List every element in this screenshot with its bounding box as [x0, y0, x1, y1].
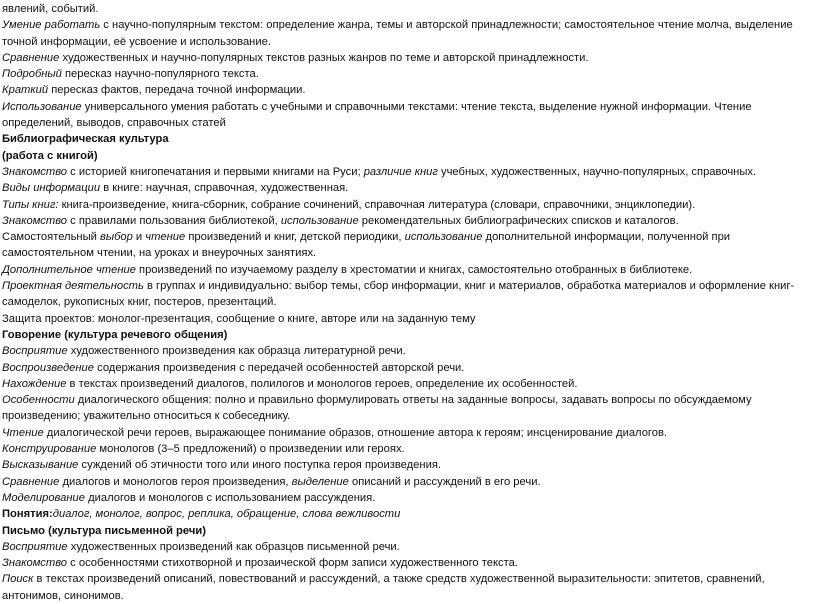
text-run: суждений об этичности того или иного поступка героя произведения. — [78, 459, 441, 472]
emphasis-text: Воспроизведение — [2, 361, 94, 374]
paragraph — [2, 311, 812, 327]
emphasis-text: Восприятие — [2, 345, 68, 358]
emphasis-text: Чтение — [2, 426, 44, 439]
text-run: художественного произведения как образца литературной речи. — [67, 345, 406, 358]
paragraph — [2, 148, 812, 164]
emphasis-text: Типы книг: — [2, 198, 59, 211]
emphasis-text: Знакомство — [2, 165, 68, 178]
text-run: художественных и научно-популярных текстов разных жанров по теме и авторской принадлежности. — [59, 51, 589, 64]
paragraph — [2, 262, 812, 278]
paragraph — [2, 457, 812, 473]
paragraph — [2, 474, 812, 490]
emphasis-text: Восприятие — [2, 540, 68, 553]
paragraph — [2, 197, 812, 213]
paragraph — [2, 425, 812, 441]
paragraph — [2, 82, 812, 98]
emphasis-text: Использование — [2, 100, 82, 113]
paragraph — [2, 506, 812, 522]
emphasis-text: выделение — [291, 475, 349, 488]
section-heading: Письмо (культура письменной речи) — [2, 524, 206, 537]
emphasis-text: Краткий — [2, 84, 49, 97]
paragraph — [2, 360, 812, 376]
text-run: и — [132, 231, 146, 244]
emphasis-text: Умение работать — [2, 19, 101, 32]
text-run: Самостоятельный — [2, 231, 100, 244]
emphasis-text: Виды информации — [2, 182, 101, 195]
text-run: с историей книгопечатания и первыми книгами на Руси; — [67, 165, 364, 178]
text-run: в текстах произведений диалогов, полилогов и монологов героев, определение их особенностей. — [66, 377, 578, 390]
emphasis-text: диалог, монолог, вопрос, реплика, обращение, слова вежливости — [52, 508, 401, 521]
emphasis-text: Нахождение — [2, 377, 67, 390]
paragraph — [2, 213, 812, 229]
text-run: содержания произведения с передачей особенностей авторской речи. — [94, 361, 465, 374]
text-run: монологов (3–5 предложений) о произведении или героях. — [96, 443, 405, 456]
section-heading: Говорение (культура речевого общения) — [2, 328, 228, 341]
text-run: учебных, художественных, научно-популярных, справочных. — [437, 165, 757, 178]
paragraph — [2, 1, 812, 17]
emphasis-text: Подробный — [2, 68, 62, 81]
paragraph — [2, 392, 812, 425]
text-run: в книге: научная, справочная, художественная. — [100, 182, 349, 195]
emphasis-text: Сравнение — [2, 51, 60, 64]
paragraph — [2, 278, 812, 311]
emphasis-text: Сравнение — [2, 475, 60, 488]
text-run: с особенностями стихотворной и прозаической форм записи художественного текста. — [67, 557, 518, 570]
emphasis-text: Знакомство — [2, 557, 68, 570]
section-heading: Понятия: — [2, 508, 53, 521]
emphasis-text: Проектная деятельность — [2, 280, 144, 293]
text-run: рекомендательных библиографических списков и каталогов. — [358, 214, 679, 227]
paragraph — [2, 376, 812, 392]
text-run: пересказ фактов, передача точной информации. — [48, 84, 306, 97]
text-run: с научно-популярным текстом: определение жанра, темы и авторской принадлежности; самостоятельное чтение молча, выделение точной информации, её усвоение и использование. — [2, 19, 793, 48]
text-run: описаний и рассуждений в его речи. — [348, 475, 541, 488]
paragraph — [2, 164, 812, 180]
emphasis-text: Особенности — [2, 394, 75, 407]
paragraph — [2, 17, 812, 50]
text-run: Защита проектов: монолог-презентация, сообщение о книге, авторе или на заданную тему — [2, 312, 476, 325]
text-run: с правилами пользования библиотекой, — [67, 214, 281, 227]
text-run: диалогов и монологов героя произведения, — [59, 475, 292, 488]
emphasis-text: Знакомство — [2, 214, 68, 227]
paragraph — [2, 490, 812, 506]
emphasis-text: Моделирование — [2, 491, 85, 504]
paragraph — [2, 180, 812, 196]
paragraph — [2, 229, 812, 262]
emphasis-text: различие книг — [363, 165, 438, 178]
emphasis-text: использование — [280, 214, 359, 227]
section-heading: Библиографическая культура — [2, 133, 169, 146]
text-run: художественных произведений как образцов письменной речи. — [67, 540, 400, 553]
paragraph — [2, 343, 812, 359]
paragraph — [2, 441, 812, 457]
text-run: диалогов и монологов с использованием рассуждения. — [84, 491, 376, 504]
text-run: в текстах произведений описаний, повествований и рассуждений, а также средств художественной выразительности: эпитетов, сравнений, антонимов, синонимов. — [2, 573, 765, 602]
emphasis-text: Высказывание — [2, 459, 79, 472]
text-run: пересказ научно-популярного текста. — [61, 68, 259, 81]
paragraph — [2, 539, 812, 555]
emphasis-text: Дополнительное чтение — [2, 263, 136, 276]
text-run: универсального умения работать с учебными и справочными текстами: чтение текста, выделение нужной информации. Чтение определений, выводов, справочных статей — [2, 100, 752, 130]
emphasis-text: Конструирование — [2, 443, 97, 456]
emphasis-text: чтение — [145, 231, 186, 244]
emphasis-text: использование — [404, 231, 483, 244]
paragraph — [2, 327, 812, 343]
text-run: произведений и книг, детской периодики, — [185, 231, 405, 244]
text-run: явлений, событий. — [2, 3, 99, 15]
paragraph — [2, 131, 812, 147]
text-run: дополнительной информации, полученной при самостоятельном чтении, на уроках и внеурочных занятиях. — [2, 231, 731, 260]
text-run: диалогического общения: полно и правильно формулировать ответы на заданные вопросы, задавать вопросы по обсуждаемому произведению; уважительно относиться к собеседнику. — [2, 394, 752, 423]
paragraph — [2, 571, 812, 604]
emphasis-text: Поиск — [2, 573, 34, 586]
text-run: произведений по изучаемому разделу в хрестоматии и книгах, самостоятельно отобранных в библиотеке. — [135, 263, 693, 276]
paragraph — [2, 66, 812, 82]
paragraph — [2, 523, 812, 539]
paragraph — [2, 50, 812, 66]
text-run: в группах и индивидуально: выбор темы, сбор информации, книг и материалов, обработка материалов и оформление книг-самоделок, рукописных книг, постеров, презентаций. — [2, 280, 795, 309]
paragraph — [2, 99, 812, 132]
emphasis-text: выбор — [100, 231, 133, 244]
text-run: книга-произведение, книга-сборник, собрание сочинений, справочная литература (словари, справочники, энциклопедии). — [58, 198, 696, 211]
paragraph — [2, 555, 812, 571]
section-heading: (работа с книгой) — [2, 149, 98, 162]
text-run: диалогической речи героев, выражающее понимание образов, отношение автора к героям; инсценирование диалогов. — [43, 426, 668, 439]
